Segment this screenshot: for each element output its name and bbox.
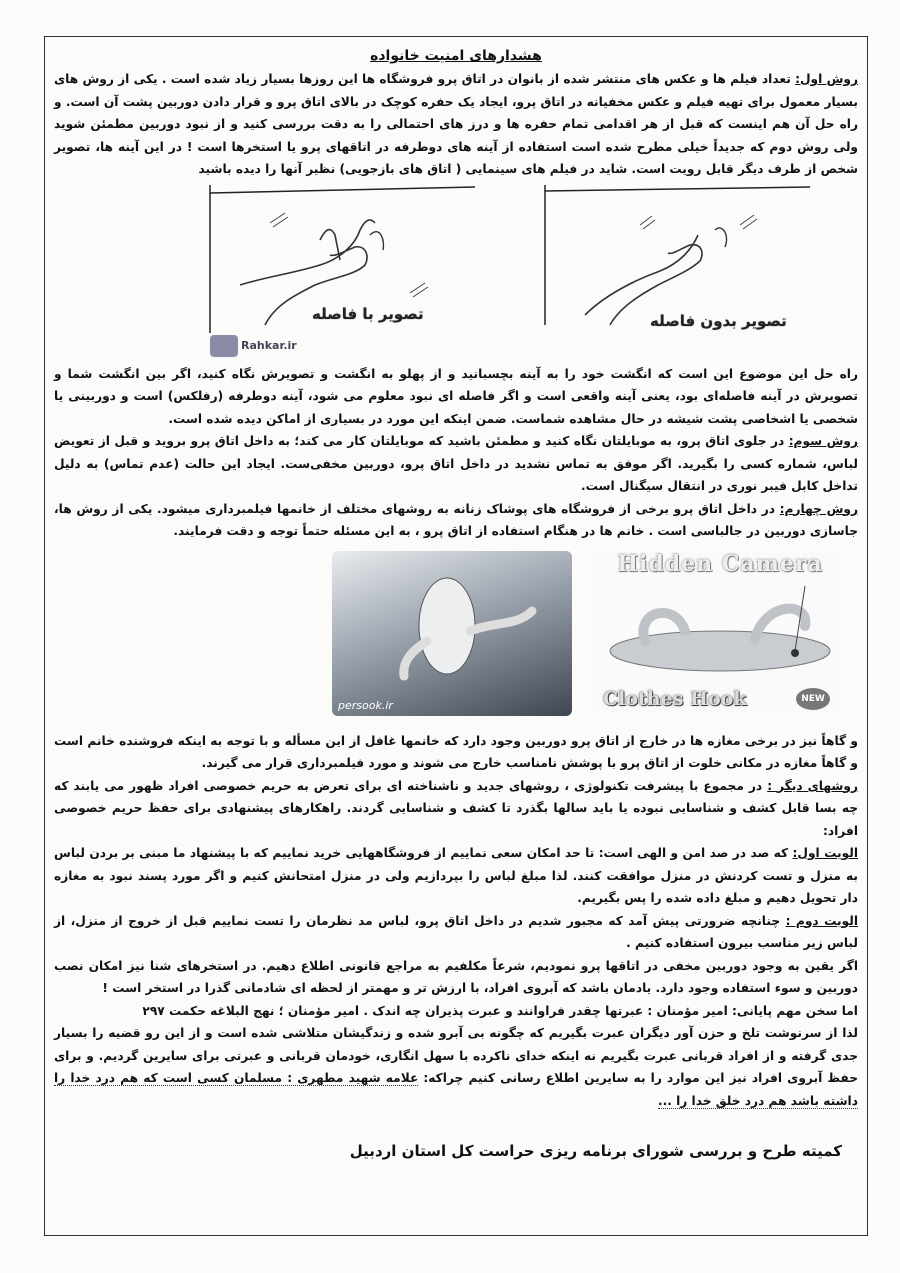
rahkar-watermark: Rahkar.ir <box>241 338 297 352</box>
closing-text: لذا از سرنوشت تلخ و حزن آور دیگران عبرت بگیریم که چگونه بی آبرو شده و زندگیشان متلاشی شده است و از این رو قضیه را بسیار جدی گرفته و از افراد قربانی عبرت بگیریم نه اینکه خدای ناکرده با سهل انگاری، خودمان قربانی و عبرتی برای سایرین گردیم. و برای حفظ آبروی افراد نیز این موارد را به سایرین اطلاع رسانی کنیم چراکه: <box>54 1026 858 1085</box>
rahkar-logo <box>210 335 297 359</box>
priority-1-text: که صد در صد امن و الهی است: تا حد امکان سعی نماییم از فروشگاههایی خرید نماییم که با پیشنهاد ما مبنی بر بردن لباس به منزل و تست کردنش در منزل موافقت کنند. لذا مبلغ لباس را بپردازیم ولی در منزل امتحانش کنیم و اگر مورد پسند نبود به مغازه دار تحویل دهیم و مبلغ داده شده را پس بگیریم. <box>54 846 858 905</box>
caption-without-gap: تصویر بدون فاصله <box>650 311 787 330</box>
rahkar-logo-icon <box>210 335 238 357</box>
closing-quote: علامه شهید مطهری : مسلمان کسی است که هم درد خدا را داشته باشد هم درد خلق خدا را ... <box>54 1071 858 1108</box>
other-methods-text: در مجموع با پیشرفت تکنولوژی ، روشهای جدید و ناشناخته ای برای تعرض به حریم خصوصی افراد ظهور می یابند که چه بسا قابل کشف و شناسایی نبوده یا باید سالها بگذرد تا کشف و شناسایی گردند. راهکارهای پیشنهادی برای حفظ حریم خصوصی افراد: <box>54 778 858 838</box>
caption-with-gap: تصویر با فاصله <box>312 304 424 323</box>
page-title: هشدارهای امنیت خانواده <box>370 48 542 64</box>
ad-subtitle: Clothes Hook <box>603 687 747 710</box>
hidden-camera-images <box>50 551 862 726</box>
paragraph-report: اگر یقین به وجود دوربین مخفی در اتاقها پرو نمودیم، شرعاً مکلفیم به مراجع قانونی اطلاع دهیم. در استخرهای شنا نیز امکان نصب دوربین و سوء استفاده وجود دارد. یادمان باشد که آبروی افراد، با ارزش تر و مهمتر از لحظه ای شادمانی گذرا در استخر است ! <box>54 958 858 995</box>
paragraph-outside-note: و گاهاً نیز در برخی مغازه ها در خارج از اتاق پرو دوربین وجود دارد که خانمها غافل از این مسأله و با توجه به اینکه فروشنده خانم است و گاهاً مغازه در مکانی خلوت از اتاق پرو با پوشش نامناسب خارج می شوند و مورد فیلمبرداری قرار می گیرند. <box>54 733 858 770</box>
hook-camera-photo <box>332 551 572 716</box>
method-4-lead: روش چهارم: <box>779 501 858 516</box>
method-3-text: در جلوی اتاق پرو، به موبایلتان نگاه کنید و مطمئن باشید که موبایلتان کار می کند؛ به داخل اتاق پرو بروید و قبل از تعویض لباس، شماره کسی را بگیرید. اگر موفق به تماس نشدید در داخل اتاق پرو، دوربین مخفی‌ست. ایجاد این حالت (عدم تماس) به دلیل تداخل کابل فیبر نوری در انتقال سیگنال است. <box>54 434 858 493</box>
priority-2-text: چنانچه ضرورتی پیش آمد که مجبور شدیم در داخل اتاق پرو، لباس مد نظرمان را تست نماییم قبل از خروج از منزل، از لباس زیر مناسب بیرون استفاده کنیم . <box>54 913 858 950</box>
paragraph-method-3 <box>54 430 858 498</box>
clothes-hook-illustration <box>605 581 835 681</box>
method-4-text: در داخل اتاق پرو برخی از فروشگاه های پوشاک زنانه به روشهای مختلف از خانمها فیلمبرداری میشود. یکی از روش ها، جاسازی دوربین در جالباسی است . خانم ها در هنگام استفاده از اتاق پرو ، به این مسئله حتماً توجه و دقت فرمایند. <box>54 501 858 538</box>
paragraph-priority-1 <box>54 842 858 910</box>
new-badge: NEW <box>796 688 830 710</box>
paragraph-priority-2 <box>54 910 858 955</box>
method-3-lead: روش سوم: <box>788 434 858 448</box>
paragraph-method-1 <box>54 68 858 181</box>
priority-1-lead: الویت اول: <box>792 846 858 860</box>
ad-title: Hidden Camera <box>617 550 823 577</box>
other-methods-lead: روشهای دیگر : <box>767 778 859 793</box>
method-1-text: تعداد فیلم ها و عکس های منتشر شده از بانوان در اتاق پرو فروشگاه ها این روزها بسیار زیاد شده است . یکی از روش های بسیار معمول برای تهیه فیلم و عکس مخفیانه در اتاق پرو، ایجاد یک حفره کوچک در بالای اتاق پرو و قرار دادن دوربین پشت آن است. و راه حل آن هم اینست که قبل از هر اقدامی تمام حفره ها و درز های احتمالی را به دقت بررسی کنید و از نبود دوربین مطمئن شوید ولی روش دوم که جدیداً خیلی مطرح شده است استفاده از آینه های دوطرفه در اتاقهای پرو یا استخرها است ! در این آینه ها، تصویر شخص از طرف دیگر قابل رویت است. شاید در فیلم های سینمایی ( اتاق های بازجویی) نظیر آنها را دیده باشید <box>54 72 858 176</box>
persook-watermark: persook.ir <box>338 698 393 712</box>
paragraph-final-quote: اما سخن مهم پایانی: امیر مؤمنان : عبرتها چقدر فراوانند و عبرت پذیران چه اندک . امیر مؤمنان ؛ نهج البلاغه حکمت ۲۹۷ <box>142 1003 858 1018</box>
paragraph-other-methods <box>54 775 858 843</box>
clothes-hook-ad <box>595 551 840 716</box>
footer-signature: کمیته طرح و بررسی شورای برنامه ریزی حراست کل استان اردبیل <box>349 1142 842 1160</box>
priority-2-lead: الویت دوم : <box>785 913 858 928</box>
paragraph-solution: راه حل این موضوع این است که انگشت خود را به آینه بچسبانید و از پهلو به انگشت و تصویرش نگاه کنید، اگر بین انگشت شما و تصویرش در آینه فاصله‌ای بود، یعنی آینه واقعی است و اگر فاصله ای نبود معلوم می شود، آینه دوطرفه (رفلکس) است و دوربینی یا شخصی یا اشخاصی پشت شیشه در حال مشاهده شماست. ضمن اینکه این مورد در بسیاری از اماکن دیده شده است. <box>54 366 858 426</box>
mirror-figure <box>50 185 862 361</box>
method-1-lead: روش اول: <box>795 72 858 86</box>
document-body <box>50 40 862 1160</box>
paragraph-method-4 <box>54 498 858 543</box>
paragraph-closing <box>54 1022 858 1112</box>
